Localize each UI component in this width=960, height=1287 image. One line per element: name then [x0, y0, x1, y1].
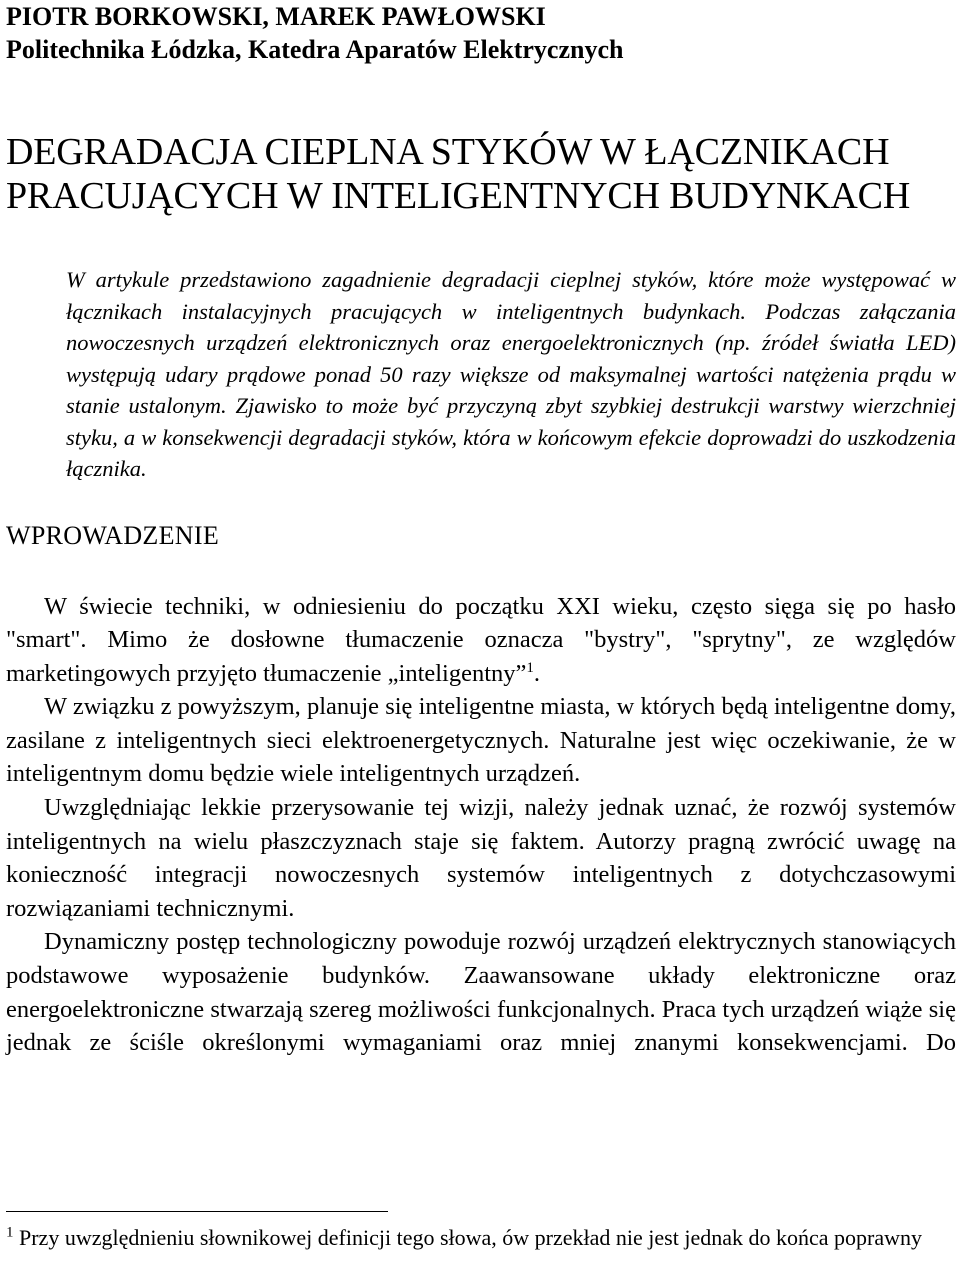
abstract [66, 264, 956, 485]
paper-authors: PIOTR BORKOWSKI, MAREK PAWŁOWSKI [6, 2, 546, 31]
paper-page [6, 0, 956, 1060]
body-paragraph-1-text: W świecie techniki, w odniesieniu do początku XXI wieku, często sięga się po hasło "smart". Mimo że dosłowne tłumaczenie oznacza "bystry", "sprytny", ze względów marketingowych przyjęto tłumaczenie „inteligentny” [6, 592, 956, 687]
footnote-reference: 1 [526, 659, 534, 676]
footnote-separator [6, 1211, 388, 1212]
body-paragraph-1 [6, 590, 956, 691]
body-paragraph-2: W związku z powyższym, planuje się inteligentne miasta, w których będą inteligentne domy, zasilane z inteligentnych sieci elektroenergetycznych. Naturalne jest więc oczekiwanie, że w inteligentnym domu będzie wiele inteligentnych urządzeń. [6, 693, 956, 788]
body-text [6, 590, 956, 1060]
abstract-text: W artykule przedstawiono zagadnienie degradacji cieplnej styków, które może występować w łącznikach instalacyjnych pracujących w inteligentnych budynkach. Podczas załączania nowoczesnych urządzeń elektronicznych oraz energoelektronicznych (np. źródeł światła LED) występują udary prądowe ponad 50 razy większe od maksymalnej wartości natężenia prądu w stanie ustalonym. Zjawisko to może być przyczyną zbyt szybkiej destrukcji warstwy wierzchniej styku, a w konsekwencji degradacji styków, która w końcowym efekcie doprowadzi do uszkodzenia łącznika. [66, 267, 956, 481]
footnote-text: Przy uwzględnieniu słownikowej definicji tego słowa, ów przekład nie jest jednak do końca poprawny [13, 1225, 922, 1250]
footnote-marker: 1 [6, 1224, 14, 1241]
body-paragraph-3: Uwzględniając lekkie przerysowanie tej wizji, należy jednak uznać, że rozwój systemów inteligentnych na wielu płaszczyznach staje się faktem. Autorzy pragną zwrócić uwagę na konieczność integracji nowoczesnych systemów inteligentnych z dotychczasowymi rozwiązaniami technicznymi. [6, 794, 956, 922]
body-paragraph-4: Dynamiczny postęp technologiczny powoduje rozwój urządzeń elektrycznych stanowiących podstawowe wyposażenie budynków. Zaawansowane układy elektroniczne oraz energoelektroniczne stwarzają szereg możliwości funkcjonalnych. Praca tych urządzeń wiąże się jednak ze ściśle określonymi wymaganiami oraz mniej znanymi konsekwencjami. Do [6, 928, 956, 1057]
section-heading: WPROWADZENIE [6, 520, 220, 550]
paper-title-line-1: DEGRADACJA CIEPLNA STYKÓW W ŁĄCZNIKACH [6, 131, 890, 173]
footnote [6, 1221, 946, 1254]
paper-affiliation: Politechnika Łódzka, Katedra Aparatów Elektrycznych [6, 35, 624, 64]
paper-title [6, 130, 956, 218]
body-paragraph-1-end: . [533, 659, 541, 687]
paper-title-line-2: PRACUJĄCYCH W INTELIGENTNYCH BUDYNKACH [6, 175, 911, 217]
